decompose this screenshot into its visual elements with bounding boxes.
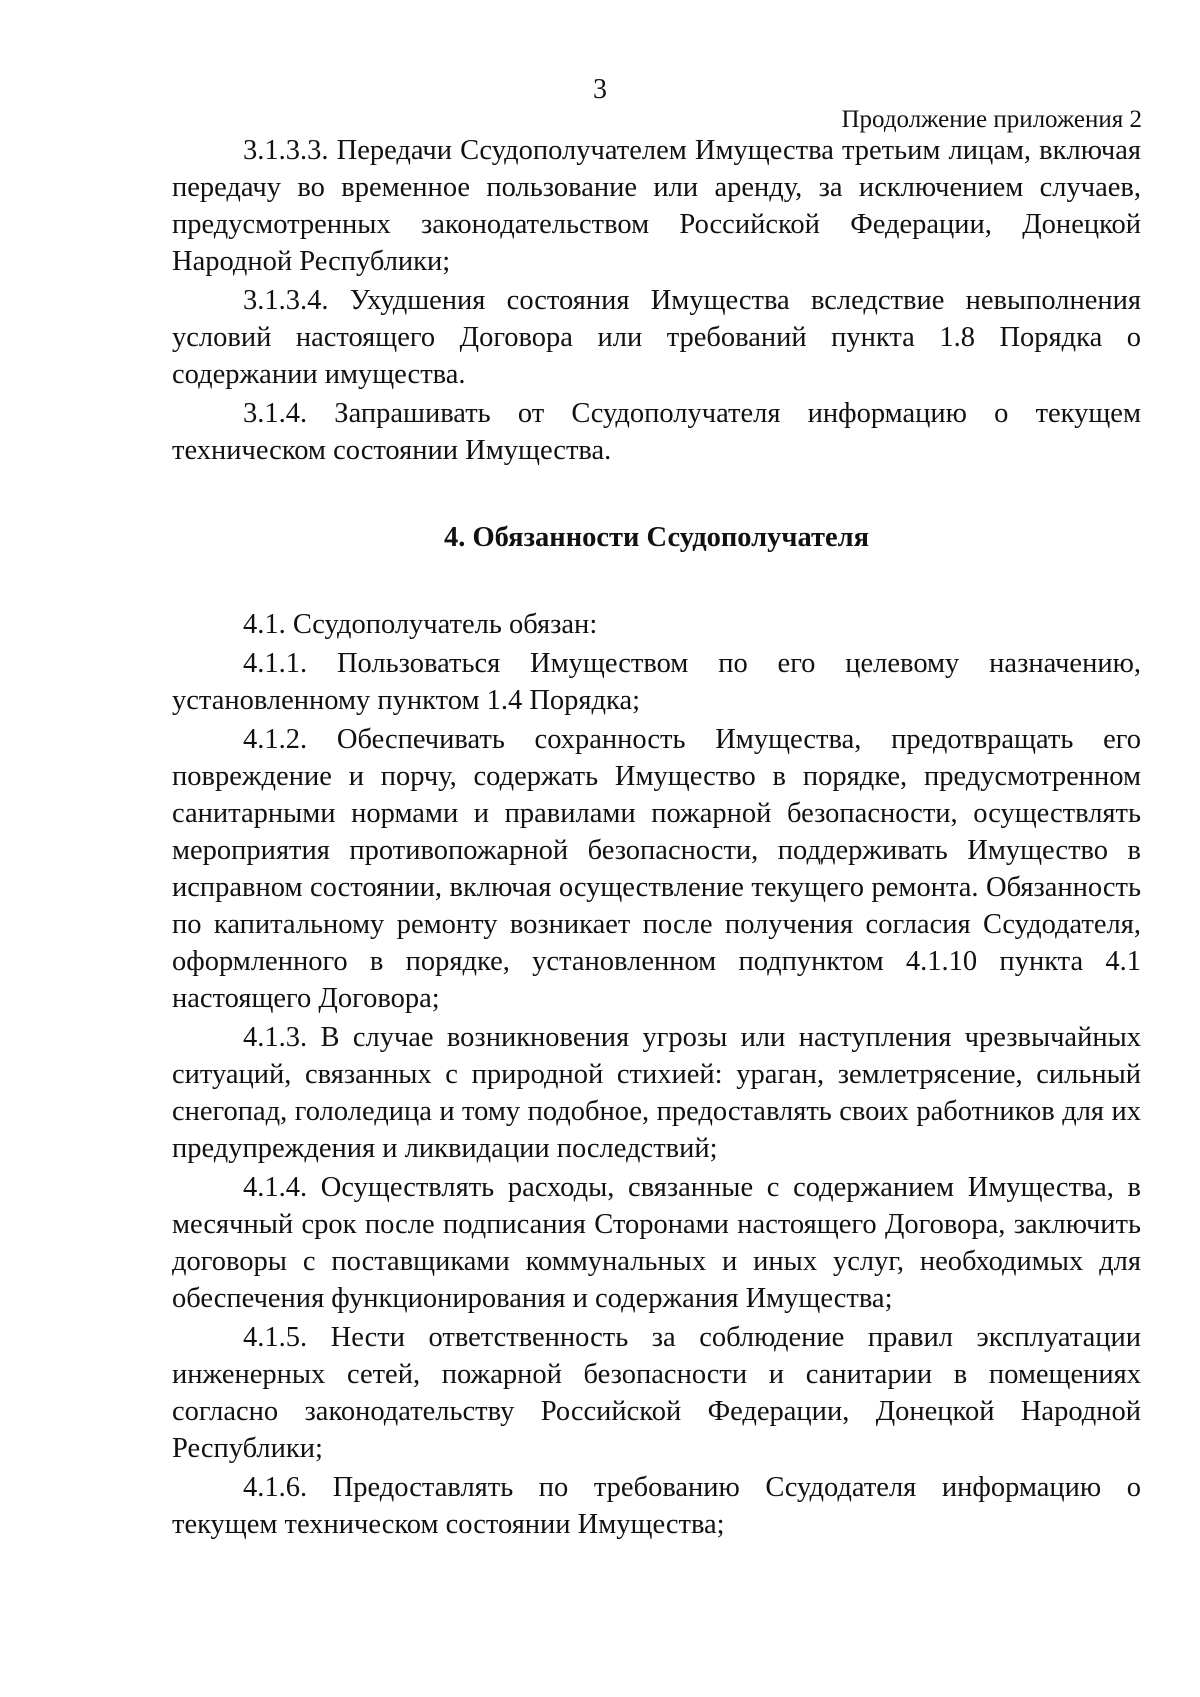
clause-4-1: 4.1. Ссудополучатель обязан: — [243, 609, 598, 640]
clause-3-1-3-3: 3.1.3.3. Передачи Ссудополучателем Имущества третьим лицам, включая передачу во временное пользование или аренду, за исключением случаев, предусмотренных законодательством Российской Федерации, Донецкой Народной Республики; — [172, 135, 1141, 277]
document-body — [172, 132, 1141, 1545]
clause-3-1-4: 3.1.4. Запрашивать от Ссудополучателя информацию о текущем техническом состоянии Имущества. — [172, 398, 1141, 466]
page-number: 3 — [593, 74, 607, 105]
clause-4-1-5: 4.1.5. Нести ответственность за соблюдение правил эксплуатации инженерных сетей, пожарной безопасности и санитарии в помещениях согласно законодательству Российской Федерации, Донецкой Народной Республики; — [172, 1322, 1141, 1464]
clause-4-1-3: 4.1.3. В случае возникновения угрозы или наступления чрезвычайных ситуаций, связанных с природной стихией: ураган, землетрясение, сильный снегопад, гололедица и тому подобное, предоставлять своих работников для их предупреждения и ликвидации последствий; — [172, 1022, 1141, 1164]
clause-4-1-6: 4.1.6. Предоставлять по требованию Ссудодателя информацию о текущем техническом состоянии Имущества; — [172, 1472, 1141, 1540]
clause-3-1-3-4: 3.1.3.4. Ухудшения состояния Имущества вследствие невыполнения условий настоящего Договора или требований пункта 1.8 Порядка о содержании имущества. — [172, 285, 1141, 390]
clause-4-1-1: 4.1.1. Пользоваться Имуществом по его целевому назначению, установленному пунктом 1.4 Порядка; — [172, 648, 1141, 716]
clause-4-1-2: 4.1.2. Обеспечивать сохранность Имущества, предотвращать его повреждение и порчу, содержать Имущество в порядке, предусмотренном санитарными нормами и правилами пожарной безопасности, осуществлять мероприятия противопожарной безопасности, поддерживать Имущество в исправном состоянии, включая осуществление текущего ремонта. Обязанность по капитальному ремонту возникает после получения согласия Ссудодателя, оформленного в порядке, установленном подпунктом 4.1.10 пункта 4.1 настоящего Договора; — [172, 724, 1141, 1014]
appendix-continuation-note: Продолжение приложения 2 — [841, 106, 1142, 133]
section-heading: 4. Обязанности Ссудополучателя — [443, 522, 870, 553]
clause-4-1-4: 4.1.4. Осуществлять расходы, связанные с содержанием Имущества, в месячный срок после подписания Сторонами настоящего Договора, заключить договоры с поставщиками коммунальных и иных услуг, необходимых для обеспечения функционирования и содержания Имущества; — [172, 1172, 1141, 1314]
